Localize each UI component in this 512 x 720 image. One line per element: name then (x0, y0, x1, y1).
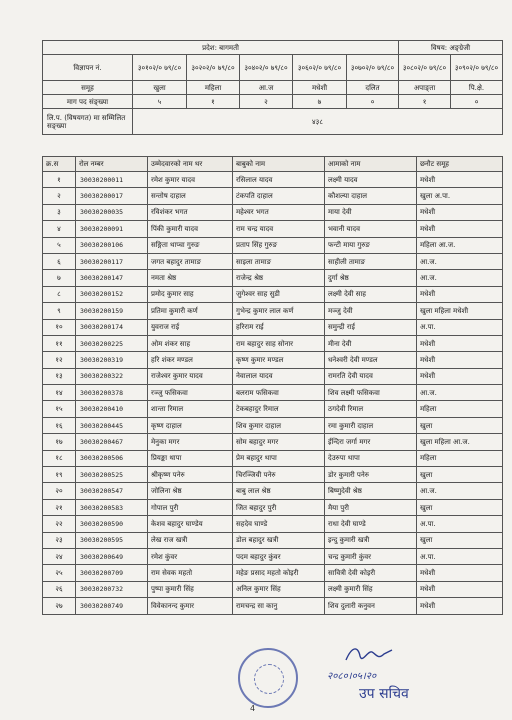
candidate-name-cell: कृष्ण दाहाल (148, 417, 233, 433)
post-count-cell: ५ (133, 95, 187, 109)
group-cell: महिला (187, 81, 240, 95)
ad-number-cell: ३०४०२/० ७९/८० (240, 55, 293, 81)
table-row (43, 253, 503, 269)
roll-number-cell: 30030200506 (76, 450, 148, 466)
mother-name-cell: माया देवी (325, 204, 417, 220)
father-name-cell: जित बहादुर पुरी (233, 499, 325, 515)
mother-name-cell: ईन्दिरा जर्गा मगर (325, 434, 417, 450)
mother-name-cell: दुर्गा श्रेष्ठ (325, 270, 417, 286)
father-name-cell: बलराम फसिकवा (233, 385, 325, 401)
ad-number-cell: ३०९०२/० ७९/८० (451, 55, 503, 81)
mother-name-cell: राधा देवी घाण्डे (325, 516, 417, 532)
table-row (43, 516, 503, 532)
subject-label: विषय: अङ्ग्रेजी (399, 41, 503, 55)
serial-cell: २२ (43, 516, 76, 532)
candidate-name-cell: विवेकानन्द कुमार (148, 598, 233, 614)
group-cell: मधेशी (293, 81, 347, 95)
serial-cell: ३ (43, 204, 76, 220)
summary-table (42, 40, 503, 135)
mother-name-cell: ठगदेवी रिमाल (325, 401, 417, 417)
serial-cell: २६ (43, 581, 76, 597)
selection-group-cell: मधेशी (417, 335, 503, 351)
roll-number-cell: 30030200035 (76, 204, 148, 220)
serial-cell: ९ (43, 303, 76, 319)
serial-cell: ११ (43, 335, 76, 351)
table-row (43, 483, 503, 499)
table-row (43, 467, 503, 483)
table-row (43, 401, 503, 417)
candidate-name-cell: सन्तोष दाहाल (148, 188, 233, 204)
mother-name-cell: फन्टी माया गुरुङ (325, 237, 417, 253)
candidate-name-cell: ओम शंकर साह (148, 335, 233, 351)
serial-cell: ५ (43, 237, 76, 253)
serial-cell: १७ (43, 434, 76, 450)
selection-group-cell: मधेशी (417, 172, 503, 188)
serial-cell: २० (43, 483, 76, 499)
selection-group-cell: आ.ज. (417, 385, 503, 401)
candidate-name-cell: रमेश कुमार यादव (148, 172, 233, 188)
selection-group-cell: खुला अ.पा. (417, 188, 503, 204)
roll-number-cell: 30030200595 (76, 532, 148, 548)
selection-group-cell: खुला महिला आ.ज. (417, 434, 503, 450)
table-row (43, 286, 503, 302)
serial-cell: २३ (43, 532, 76, 548)
table-row (43, 417, 503, 433)
ad-no-label: विज्ञापन नं. (43, 55, 133, 81)
mother-name-cell: शिव दुलारी कनुवन (325, 598, 417, 614)
column-header: बाबुको नाम (233, 157, 325, 172)
roll-number-cell: 30030200147 (76, 270, 148, 286)
column-header: उम्मेदवारको नाम थर (148, 157, 233, 172)
candidate-name-cell: प्रमोद कुमार साह (148, 286, 233, 302)
selection-group-cell: महिला आ.ज. (417, 237, 503, 253)
posts-label: माग पद संङ्ख्या (43, 95, 133, 109)
serial-cell: २४ (43, 548, 76, 564)
table-row (43, 581, 503, 597)
table-row (43, 598, 503, 614)
group-label: समूह (43, 81, 133, 95)
selection-group-cell: अ.पा. (417, 319, 503, 335)
candidates-total: ४३८ (133, 109, 503, 135)
group-cell: आ.ज (240, 81, 293, 95)
serial-cell: १२ (43, 352, 76, 368)
mother-name-cell: भवानी यादव (325, 221, 417, 237)
father-name-cell: टेकबहादुर रिमाल (233, 401, 325, 417)
candidate-name-cell: नमता श्रेष्ठ (148, 270, 233, 286)
column-header: आमाको नाम (325, 157, 417, 172)
post-count-cell: ० (347, 95, 399, 109)
mother-name-cell: धनेश्वरी देवी मण्डल (325, 352, 417, 368)
candidate-name-cell: मेनुका मगर (148, 434, 233, 450)
serial-cell: २१ (43, 499, 76, 515)
selection-group-cell: खुला (417, 532, 503, 548)
father-name-cell: सोम बहादुर मगर (233, 434, 325, 450)
roll-number-cell: 30030200525 (76, 467, 148, 483)
father-name-cell: पदम बहादुर कुंवर (233, 548, 325, 564)
table-row (43, 548, 503, 564)
candidate-name-cell: हरि शंकर मण्डल (148, 352, 233, 368)
candidate-name-cell: लेख राज खत्री (148, 532, 233, 548)
father-name-cell: महेङ प्रसाद महतो कोइरी (233, 565, 325, 581)
candidate-name-cell: गोपाल पुरी (148, 499, 233, 515)
post-count-cell: ० (451, 95, 503, 109)
candidate-name-cell: पुष्पा कुमारी सिंह (148, 581, 233, 597)
group-cell: खुला (133, 81, 187, 95)
roll-number-cell: 30030200225 (76, 335, 148, 351)
father-name-cell: गुभेन्द्र कुमार लाल कर्ण (233, 303, 325, 319)
selection-group-cell: मधेशी (417, 565, 503, 581)
roll-number-cell: 30030200547 (76, 483, 148, 499)
mother-name-cell: इन्दु कुमारी खत्री (325, 532, 417, 548)
candidates-label: लि.प. (विषयगत) मा सम्मिलित सङ्ख्या (43, 109, 133, 135)
selection-group-cell: खुला (417, 499, 503, 515)
roll-number-cell: 30030200319 (76, 352, 148, 368)
roll-number-cell: 30030200117 (76, 253, 148, 269)
table-row (43, 270, 503, 286)
page-number: 4 (250, 704, 256, 713)
roll-number-cell: 30030200583 (76, 499, 148, 515)
father-name-cell: प्रेम बहादुर थापा (233, 450, 325, 466)
table-row (43, 434, 503, 450)
mother-name-cell: कौशल्या दाहाल (325, 188, 417, 204)
ad-number-cell: ३०७०२/० ७९/८० (347, 55, 399, 81)
selection-group-cell: मधेशी (417, 221, 503, 237)
roll-number-cell: 30030200709 (76, 565, 148, 581)
serial-cell: १४ (43, 385, 76, 401)
serial-cell: ६ (43, 253, 76, 269)
candidate-table (42, 156, 503, 615)
roll-number-cell: 30030200152 (76, 286, 148, 302)
selection-group-cell: मधेशी (417, 368, 503, 384)
province-label: प्रदेश: बागमती (43, 41, 399, 55)
candidate-name-cell: राम सेवक महतो (148, 565, 233, 581)
serial-cell: ४ (43, 221, 76, 237)
serial-cell: १८ (43, 450, 76, 466)
roll-number-cell: 30030200159 (76, 303, 148, 319)
selection-group-cell: मधेशी (417, 581, 503, 597)
selection-group-cell: आ.ज. (417, 253, 503, 269)
candidate-name-cell: केशव बहादुर घाण्डेय (148, 516, 233, 532)
mother-name-cell: मीना देवी (325, 335, 417, 351)
father-name-cell: महेश्वर भगत (233, 204, 325, 220)
serial-cell: ८ (43, 286, 76, 302)
father-name-cell: डोल बहादुर खत्री (233, 532, 325, 548)
mother-name-cell: रमा कुमारी दाहाल (325, 417, 417, 433)
roll-number-cell: 30030200410 (76, 401, 148, 417)
column-header: क्र.स (43, 157, 76, 172)
group-cell: पि.क्षे. (451, 81, 503, 95)
mother-name-cell: शिव लक्ष्मी फसिकवा (325, 385, 417, 401)
selection-group-cell: खुला (417, 417, 503, 433)
roll-number-cell: 30030200590 (76, 516, 148, 532)
selection-group-cell: अ.पा. (417, 516, 503, 532)
serial-cell: २५ (43, 565, 76, 581)
post-count-cell: १ (187, 95, 240, 109)
group-cell: अपाङ्ता (399, 81, 451, 95)
mother-name-cell: साहीली तामाङ (325, 253, 417, 269)
ad-number-cell: ३०६०२/० ७९/८० (293, 55, 347, 81)
table-row (43, 499, 503, 515)
father-name-cell: शिव कुमार दाहाल (233, 417, 325, 433)
serial-cell: १ (43, 172, 76, 188)
candidate-name-cell: रञ्जु फसिकवा (148, 385, 233, 401)
father-name-cell: बाबु लाल श्रेष्ठ (233, 483, 325, 499)
serial-cell: १३ (43, 368, 76, 384)
signature-date: २०८०।०५।२० (327, 671, 377, 682)
candidate-name-cell: शान्ता रिमाल (148, 401, 233, 417)
office-seal (238, 648, 298, 708)
selection-group-cell: मधेशी (417, 204, 503, 220)
serial-cell: २ (43, 188, 76, 204)
selection-group-cell: खुला महिला मधेशी (417, 303, 503, 319)
table-row (43, 237, 503, 253)
roll-number-cell: 30030200106 (76, 237, 148, 253)
candidate-name-cell: रविशंकर भगत (148, 204, 233, 220)
mother-name-cell: रामरति देवी यादव (325, 368, 417, 384)
column-header: रोल नम्बर (76, 157, 148, 172)
candidate-name-cell: श्रीकृष्ण पनेरु (148, 467, 233, 483)
candidate-name-cell: प्रतिमा कुमारी कर्ण (148, 303, 233, 319)
serial-cell: १९ (43, 467, 76, 483)
serial-cell: १५ (43, 401, 76, 417)
roll-number-cell: 30030200467 (76, 434, 148, 450)
group-cell: दलित (347, 81, 399, 95)
serial-cell: १० (43, 319, 76, 335)
roll-number-cell: 30030200649 (76, 548, 148, 564)
father-name-cell: साइला तामाङ (233, 253, 325, 269)
father-name-cell: रामचन्द्र सा कानु (233, 598, 325, 614)
father-name-cell: टंकपति दाहाल (233, 188, 325, 204)
father-name-cell: राम बहादुर साह सोनार (233, 335, 325, 351)
table-row (43, 565, 503, 581)
table-row (43, 532, 503, 548)
selection-group-cell: महिला (417, 450, 503, 466)
father-name-cell: जुगेश्वर साह सुडी (233, 286, 325, 302)
father-name-cell: अनिल कुमार सिंह (233, 581, 325, 597)
candidate-name-cell: रमेश कुंवर (148, 548, 233, 564)
mother-name-cell: मैया पुरी (325, 499, 417, 515)
father-name-cell: चिरञ्जिवी पनेरु (233, 467, 325, 483)
father-name-cell: प्रताप सिंह गुरुङ (233, 237, 325, 253)
mother-name-cell: लक्ष्मी कुमारी सिंह (325, 581, 417, 597)
roll-number-cell: 30030200445 (76, 417, 148, 433)
serial-cell: ७ (43, 270, 76, 286)
father-name-cell: सहदेव घाण्डे (233, 516, 325, 532)
table-row (43, 172, 503, 188)
serial-cell: १६ (43, 417, 76, 433)
signature (342, 640, 452, 668)
roll-number-cell: 30030200732 (76, 581, 148, 597)
father-name-cell: नेवालाल यादव (233, 368, 325, 384)
ad-number-cell: ३०२०२/० ७९/८० (187, 55, 240, 81)
mother-name-cell: देउरुपा थापा (325, 450, 417, 466)
selection-group-cell: आ.ज. (417, 483, 503, 499)
mother-name-cell: डोर कुमारी पनेरु (325, 467, 417, 483)
roll-number-cell: 30030200749 (76, 598, 148, 614)
mother-name-cell: लक्ष्मी यादव (325, 172, 417, 188)
ad-number-cell: ३०८०२/० ७९/८० (399, 55, 451, 81)
candidate-name-cell: राजेश्वर कुमार यादव (148, 368, 233, 384)
table-row (43, 385, 503, 401)
selection-group-cell: मधेशी (417, 352, 503, 368)
roll-number-cell: 30030200017 (76, 188, 148, 204)
candidate-name-cell: युवराज राई (148, 319, 233, 335)
table-row (43, 303, 503, 319)
post-count-cell: १ (399, 95, 451, 109)
selection-group-cell: मधेशी (417, 598, 503, 614)
table-row (43, 221, 503, 237)
mother-name-cell: मञ्जु देवी (325, 303, 417, 319)
table-row (43, 335, 503, 351)
father-name-cell: रसिलाल यादव (233, 172, 325, 188)
table-row (43, 319, 503, 335)
post-count-cell: ७ (293, 95, 347, 109)
roll-number-cell: 30030200322 (76, 368, 148, 384)
ad-number-cell: ३०१०२/० ७९/८० (133, 55, 187, 81)
table-row (43, 368, 503, 384)
candidate-name-cell: जगत बहादुर तामाङ (148, 253, 233, 269)
post-count-cell: २ (240, 95, 293, 109)
selection-group-cell: खुला (417, 467, 503, 483)
father-name-cell: राम चन्द्र यादव (233, 221, 325, 237)
selection-group-cell: आ.ज. (417, 270, 503, 286)
selection-group-cell: महिला (417, 401, 503, 417)
mother-name-cell: लक्ष्मी देवी साह (325, 286, 417, 302)
table-header-row (43, 157, 503, 172)
candidate-name-cell: प्रियङ्का थापा (148, 450, 233, 466)
selection-group-cell: मधेशी (417, 286, 503, 302)
selection-group-cell: अ.पा. (417, 548, 503, 564)
mother-name-cell: सावित्री देवी कोइरी (325, 565, 417, 581)
father-name-cell: हरिराम राई (233, 319, 325, 335)
roll-number-cell: 30030200091 (76, 221, 148, 237)
table-row (43, 352, 503, 368)
table-row (43, 204, 503, 220)
table-row (43, 188, 503, 204)
table-row (43, 450, 503, 466)
mother-name-cell: चन्द्र कुमारी कुंवर (325, 548, 417, 564)
candidate-name-cell: सङ्गिता थाप्चा गुरुङ (148, 237, 233, 253)
candidate-name-cell: जोलिना श्रेष्ठ (148, 483, 233, 499)
candidate-name-cell: पिंकी कुमारी यादव (148, 221, 233, 237)
father-name-cell: राजेन्द्र श्रेष्ठ (233, 270, 325, 286)
serial-cell: २७ (43, 598, 76, 614)
mother-name-cell: समुन्द्री राई (325, 319, 417, 335)
roll-number-cell: 30030200174 (76, 319, 148, 335)
roll-number-cell: 30030200011 (76, 172, 148, 188)
mother-name-cell: बिष्णुदेवी श्रेष्ठ (325, 483, 417, 499)
roll-number-cell: 30030200378 (76, 385, 148, 401)
signatory-title: उप सचिव (359, 686, 409, 702)
column-header: छनौट समूह (417, 157, 503, 172)
father-name-cell: कृष्ण कुमार मण्डल (233, 352, 325, 368)
